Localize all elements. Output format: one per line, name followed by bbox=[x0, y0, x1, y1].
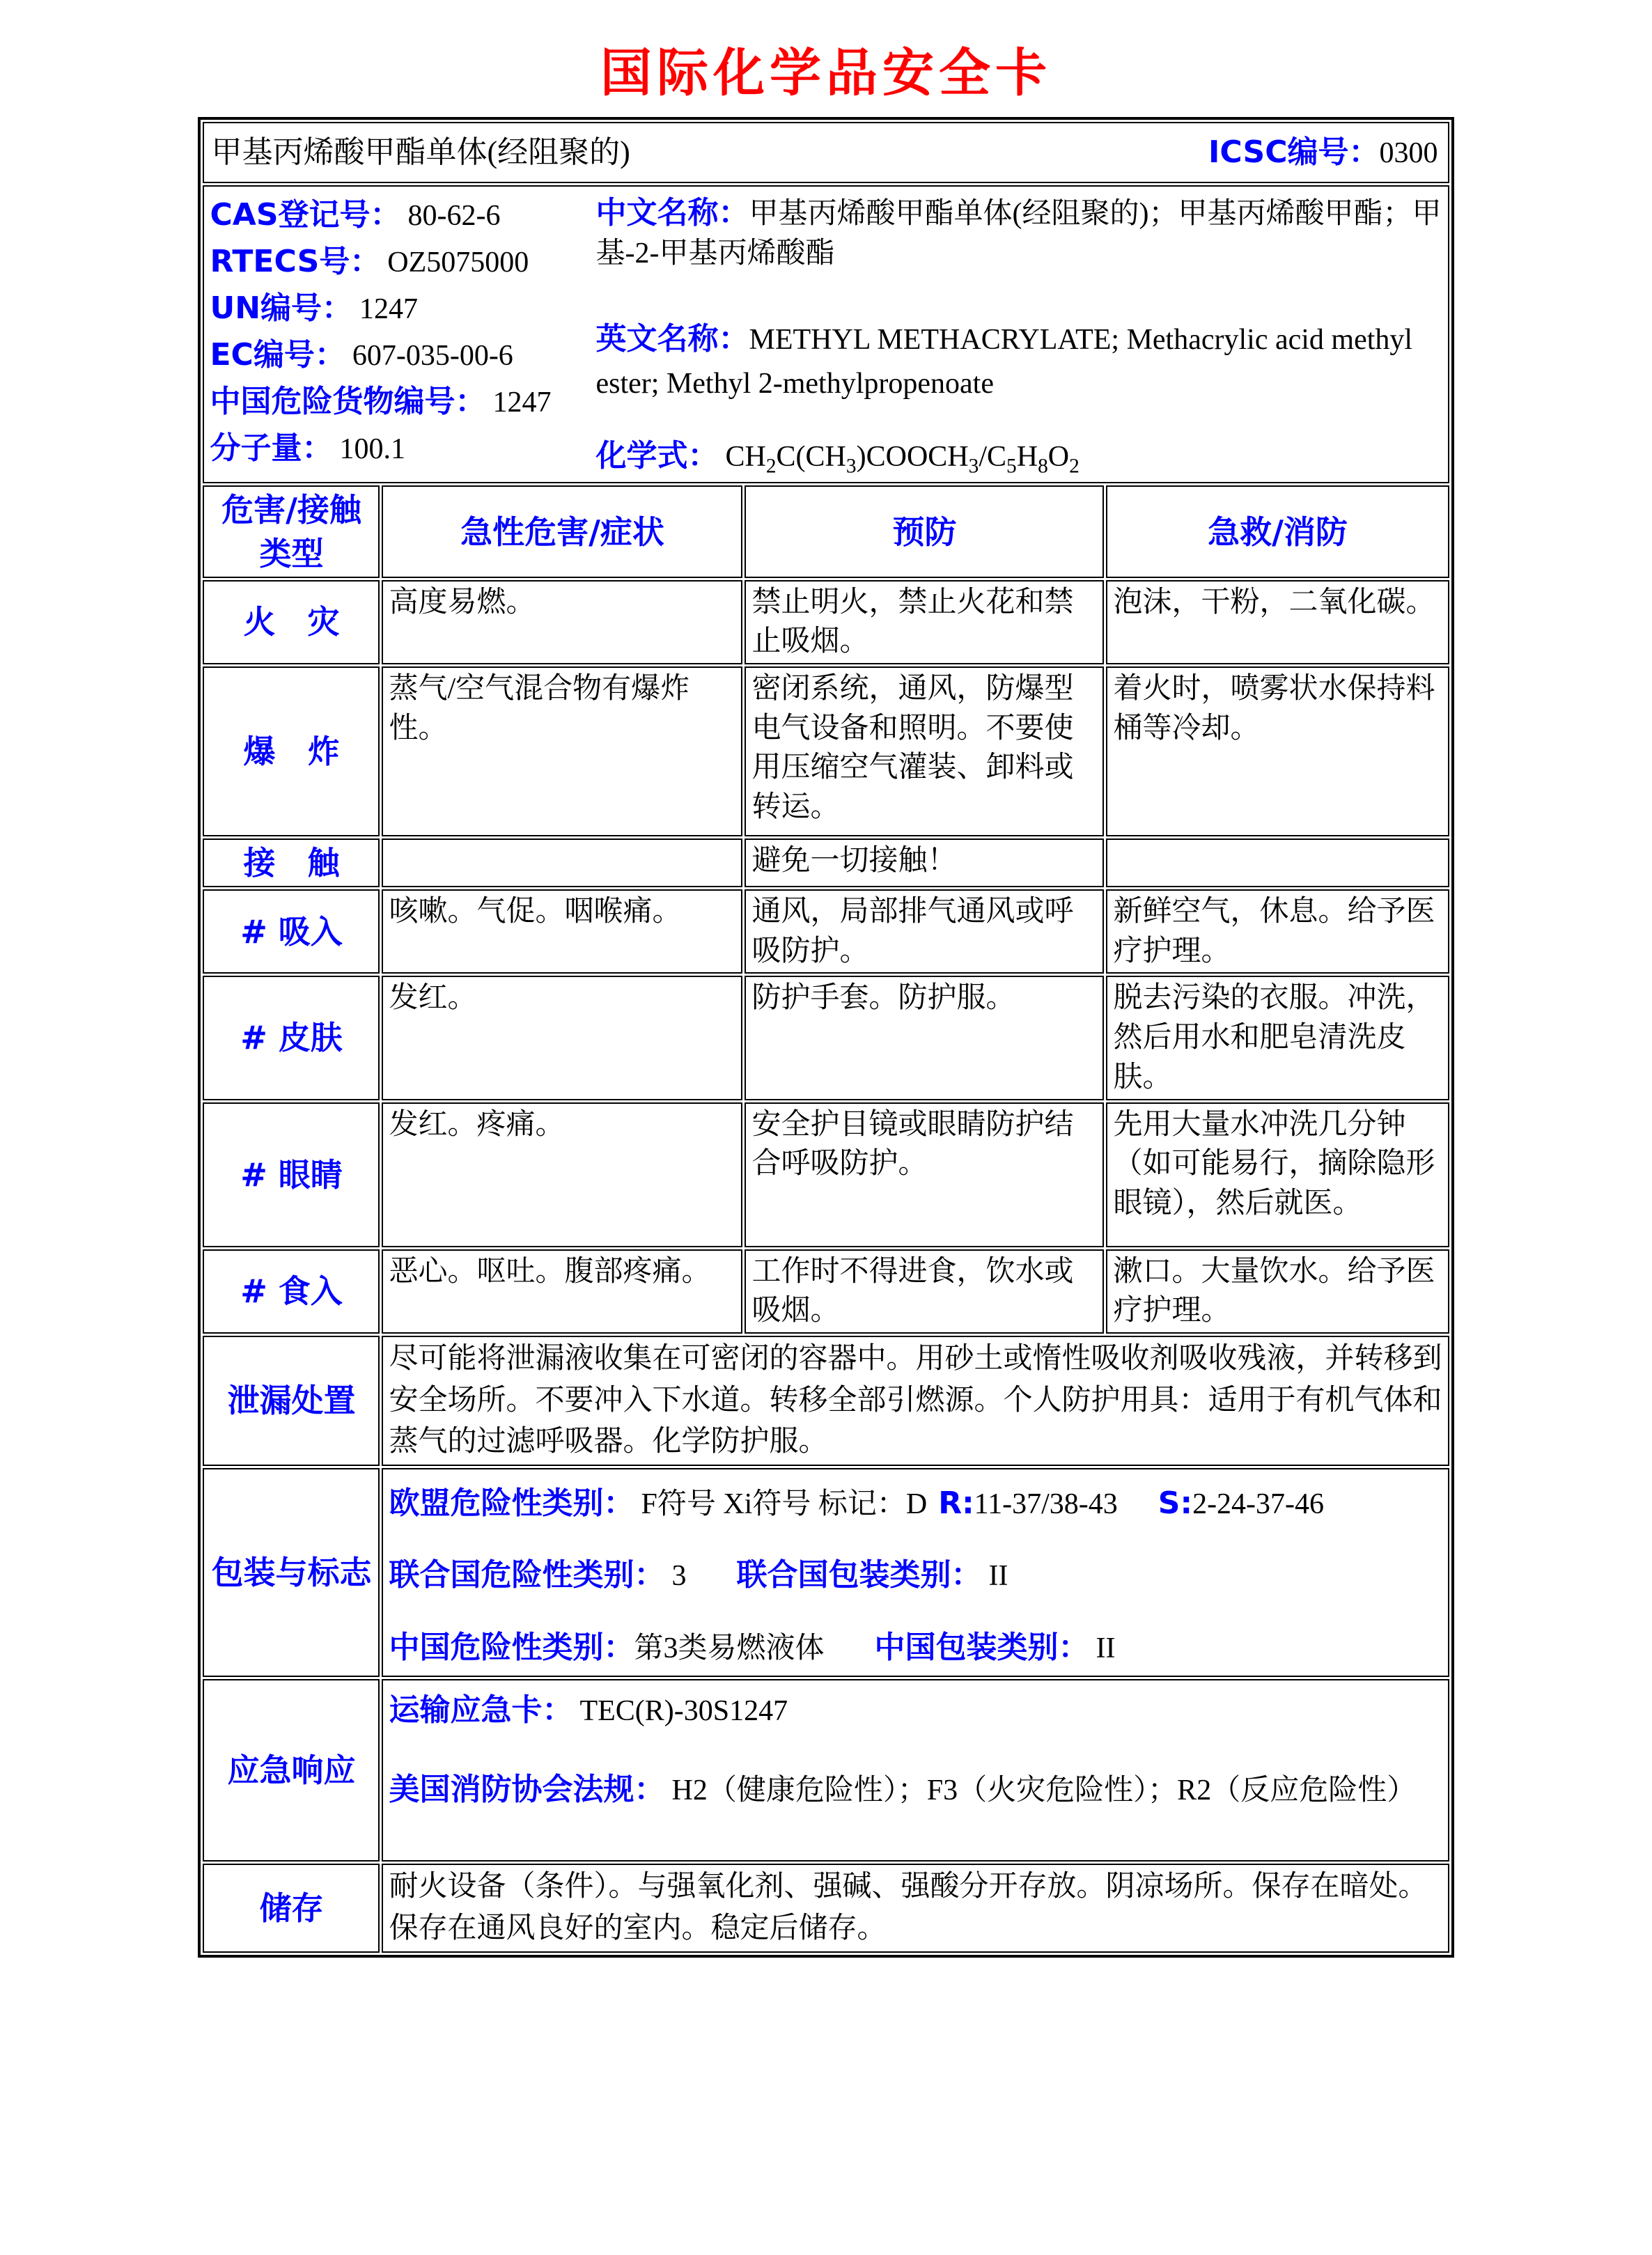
hazard-row-skin bbox=[203, 976, 1449, 1100]
formula-subscript: 8 bbox=[1038, 455, 1048, 478]
packaging-row bbox=[203, 1468, 1449, 1678]
storage-text: 耐火设备（条件）。与强氧化剂、强碱、强酸分开存放。阴凉场所。保存在暗处。保存在通风良好的室内。稳定后储存。 bbox=[382, 1864, 1449, 1952]
icsc-number-label: ICSC编号： bbox=[1208, 134, 1380, 171]
nfpa-line bbox=[389, 1767, 1442, 1813]
page-title: 国际化学品安全卡 bbox=[600, 43, 1052, 103]
formula-subscript: 3 bbox=[968, 455, 979, 478]
storage-row bbox=[203, 1864, 1449, 1952]
hazard-response bbox=[1106, 838, 1449, 887]
rtecs-label: RTECS号： bbox=[210, 244, 381, 279]
names-block bbox=[591, 188, 1442, 481]
un-class-value: 3 bbox=[671, 1560, 687, 1593]
formula-line bbox=[595, 435, 1442, 481]
hazard-header-row bbox=[203, 485, 1449, 577]
un-class-label: 联合国危险性类别： bbox=[389, 1557, 665, 1593]
rtecs-number bbox=[210, 239, 591, 286]
ec-value: 607-035-00-6 bbox=[352, 340, 513, 372]
hazard-type-label: 爆 炸 bbox=[203, 666, 380, 836]
molecular-weight bbox=[210, 426, 591, 472]
icsc-page bbox=[0, 32, 1652, 2255]
cn-pack-label: 中国包装类别： bbox=[874, 1629, 1089, 1665]
cas-value: 80-62-6 bbox=[407, 200, 501, 232]
emergency-label: 应急响应 bbox=[203, 1679, 380, 1862]
hazard-response: 脱去污染的衣服。冲洗，然后用水和肥皂清洗皮肤。 bbox=[1106, 976, 1449, 1100]
hazard-row-fire bbox=[203, 580, 1449, 664]
cn-classification-line bbox=[389, 1621, 1442, 1675]
china-dg-number bbox=[210, 379, 591, 426]
name-cell bbox=[203, 122, 1449, 183]
un-number bbox=[210, 286, 591, 332]
formula-label: 化学式： bbox=[595, 438, 719, 474]
cn-pack-value: II bbox=[1096, 1632, 1116, 1664]
hazard-prevention: 禁止明火，禁止火花和禁止吸烟。 bbox=[745, 580, 1104, 664]
hazard-type-label: 接 触 bbox=[203, 838, 380, 887]
hazard-symptom: 发红。疼痛。 bbox=[382, 1102, 742, 1247]
spill-label: 泄漏处置 bbox=[203, 1336, 380, 1466]
header-first-aid: 急救/消防 bbox=[1106, 485, 1449, 577]
identifier-list bbox=[210, 188, 591, 481]
eu-class-label: 欧盟危险性类别： bbox=[389, 1485, 634, 1521]
hazard-type-label: # 皮肤 bbox=[203, 976, 380, 1100]
formula-subscript: 2 bbox=[765, 455, 777, 478]
identifiers-cell bbox=[203, 185, 1449, 483]
packaging-label: 包装与标志 bbox=[203, 1468, 380, 1678]
eu-class-value: F符号 Xi符号 标记：D bbox=[641, 1488, 928, 1520]
hazard-row-ingestion bbox=[203, 1249, 1449, 1334]
hazard-symptom bbox=[382, 838, 742, 887]
header-hazard-type: 危害/接触类型 bbox=[203, 485, 380, 577]
hazard-response: 漱口。大量饮水。给予医疗护理。 bbox=[1106, 1249, 1449, 1334]
cn-class-label: 中国危险性类别： bbox=[389, 1629, 634, 1665]
un-pack-label: 联合国包装类别： bbox=[736, 1557, 982, 1593]
name-row bbox=[203, 122, 1449, 183]
un-label: UN编号： bbox=[210, 290, 353, 326]
english-name-value: METHYL METHACRYLATE; Methacrylic acid methyl ester; Methyl 2-methylpropenoate bbox=[595, 324, 1413, 400]
molecular-weight-label: 分子量： bbox=[210, 430, 333, 466]
r-phrase-value: 11-37/38-43 bbox=[974, 1488, 1118, 1520]
hazard-row-explosion bbox=[203, 666, 1449, 836]
hazard-symptom: 蒸气/空气混合物有爆炸性。 bbox=[382, 666, 742, 836]
hazard-response: 泡沫，干粉，二氧化碳。 bbox=[1106, 580, 1449, 664]
hazard-row-eyes bbox=[203, 1102, 1449, 1247]
hazard-prevention: 通风，局部排气通风或呼吸防护。 bbox=[745, 889, 1104, 974]
chinese-name-line bbox=[595, 192, 1442, 273]
hazard-row-contact bbox=[203, 838, 1449, 887]
icsc-card-table bbox=[198, 117, 1454, 1958]
tec-line bbox=[389, 1687, 1442, 1733]
hazard-type-label: # 眼睛 bbox=[203, 1102, 380, 1247]
tec-value: TEC(R)-30S1247 bbox=[579, 1695, 788, 1728]
hazard-symptom: 高度易燃。 bbox=[382, 580, 742, 664]
ec-number bbox=[210, 332, 591, 379]
ec-label: EC编号： bbox=[210, 337, 345, 373]
spill-text: 尽可能将泄漏液收集在可密闭的容器中。用砂土或惰性吸收剂吸收残液，并转移到安全场所。不要冲入下水道。转移全部引燃源。个人防护用具：适用于有机气体和蒸气的过滤呼吸器。化学防护服。 bbox=[382, 1336, 1449, 1466]
rtecs-value: OZ5075000 bbox=[387, 247, 529, 279]
un-pack-value: II bbox=[988, 1560, 1008, 1593]
hazard-prevention: 密闭系统，通风，防爆型电气设备和照明。不要使用压缩空气灌装、卸料或转运。 bbox=[745, 666, 1104, 836]
formula-subscript: 2 bbox=[1069, 455, 1080, 478]
hazard-symptom: 发红。 bbox=[382, 976, 742, 1100]
cas-label: CAS登记号： bbox=[210, 197, 401, 233]
emergency-row bbox=[203, 1679, 1449, 1862]
r-phrase-label: R: bbox=[938, 1485, 974, 1521]
chemical-name: 甲基丙烯酸甲酯单体(经阻聚的) bbox=[211, 135, 630, 170]
hazard-type-label: # 吸入 bbox=[203, 889, 380, 974]
spill-row bbox=[203, 1336, 1449, 1466]
cas-number bbox=[210, 192, 591, 239]
cn-class-value: 第3类易燃液体 bbox=[634, 1632, 825, 1664]
hazard-response: 先用大量水冲洗几分钟（如可能易行，摘除隐形眼镜），然后就医。 bbox=[1106, 1102, 1449, 1247]
china-dg-value: 1247 bbox=[492, 387, 552, 419]
s-phrase-value: 2-24-37-46 bbox=[1192, 1488, 1325, 1520]
icsc-number bbox=[1208, 132, 1437, 173]
formula-subscript: 3 bbox=[846, 455, 857, 478]
english-name-label: 英文名称： bbox=[595, 321, 749, 357]
nfpa-label: 美国消防协会法规： bbox=[389, 1772, 665, 1808]
header-prevention: 预防 bbox=[745, 485, 1104, 577]
hazard-row-inhalation bbox=[203, 889, 1449, 974]
hazard-prevention: 安全护目镜或眼睛防护结合呼吸防护。 bbox=[745, 1102, 1104, 1247]
storage-label: 储存 bbox=[203, 1864, 380, 1952]
hazard-prevention: 防护手套。防护服。 bbox=[745, 976, 1104, 1100]
eu-classification-line bbox=[389, 1476, 1442, 1531]
english-name-line bbox=[595, 316, 1442, 406]
un-classification-line bbox=[389, 1548, 1442, 1602]
hazard-symptom: 咳嗽。气促。咽喉痛。 bbox=[382, 889, 742, 974]
identifiers-row bbox=[203, 185, 1449, 483]
tec-label: 运输应急卡： bbox=[389, 1692, 573, 1729]
emergency-content bbox=[382, 1679, 1449, 1862]
formula-subscript: 5 bbox=[1006, 455, 1017, 478]
china-dg-label: 中国危险货物编号： bbox=[210, 384, 486, 419]
nfpa-value: H2（健康危险性）；F3（火灾危险性）；R2（反应危险性） bbox=[671, 1774, 1417, 1807]
un-value: 1247 bbox=[359, 293, 419, 325]
s-phrase-label: S: bbox=[1158, 1485, 1193, 1521]
hazard-type-label: # 食入 bbox=[203, 1249, 380, 1334]
hazard-type-label: 火 灾 bbox=[203, 580, 380, 664]
hazard-response: 着火时，喷雾状水保持料桶等冷却。 bbox=[1106, 666, 1449, 836]
chinese-name-label: 中文名称： bbox=[595, 195, 749, 231]
hazard-prevention: 工作时不得进食，饮水或吸烟。 bbox=[745, 1249, 1104, 1334]
packaging-content bbox=[382, 1468, 1449, 1678]
hazard-symptom: 恶心。呕吐。腹部疼痛。 bbox=[382, 1249, 742, 1334]
formula-value: $CH_2C(CH_3)COOCH_3/C_5H_8O_2$ bbox=[725, 441, 1080, 478]
chinese-name-value: 甲基丙烯酸甲酯单体(经阻聚的)；甲基丙烯酸甲酯；甲基-2-甲基丙烯酸酯 bbox=[595, 198, 1442, 270]
hazard-response: 新鲜空气，休息。给予医疗护理。 bbox=[1106, 889, 1449, 974]
header-symptoms: 急性危害/症状 bbox=[382, 485, 742, 577]
molecular-weight-value: 100.1 bbox=[339, 433, 405, 465]
hazard-prevention: 避免一切接触！ bbox=[745, 838, 1104, 887]
icsc-number-value: 0300 bbox=[1379, 137, 1438, 170]
